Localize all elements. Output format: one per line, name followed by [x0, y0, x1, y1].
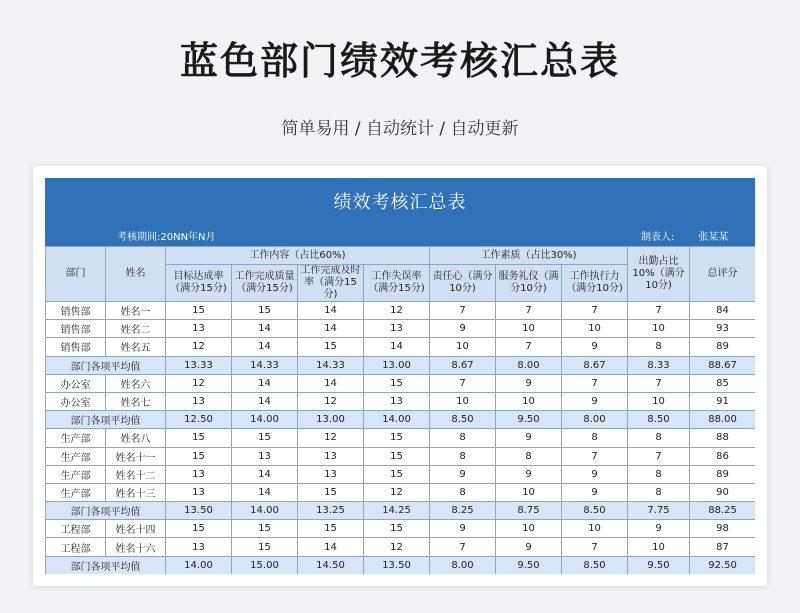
- table-row: [46, 392, 756, 410]
- table-cell: 8: [628, 338, 690, 356]
- table-row: [46, 320, 756, 338]
- table-cell: 88.00: [690, 411, 755, 429]
- table-cell: 7: [430, 302, 496, 320]
- cell-dept: 办公室: [46, 374, 106, 392]
- table-cell: 13.50: [166, 502, 232, 520]
- table-cell: 9: [562, 483, 628, 501]
- table-cell: 13: [166, 483, 232, 501]
- header-col-3: 工作失误率（满分15分): [364, 265, 430, 302]
- cell-dept: 生产部: [46, 465, 106, 483]
- table-row: [46, 538, 756, 556]
- table-cell: 14: [232, 392, 298, 410]
- table-cell: 14.25: [364, 502, 430, 520]
- table-cell: 8.67: [562, 356, 628, 374]
- table-cell: 14: [298, 302, 364, 320]
- table-cell: 8.00: [496, 356, 562, 374]
- table-cell: 12: [298, 429, 364, 447]
- cell-dept: 工程部: [46, 538, 106, 556]
- table-cell: 15: [298, 483, 364, 501]
- table-cell: 91: [690, 392, 755, 410]
- cell-name: 姓名十二: [106, 465, 166, 483]
- table-cell: 88: [690, 429, 755, 447]
- cell-name: 姓名五: [106, 338, 166, 356]
- table-cell: 7: [430, 374, 496, 392]
- cell-dept: 销售部: [46, 302, 106, 320]
- table-cell: 10: [628, 392, 690, 410]
- table-cell: 88.25: [690, 502, 755, 520]
- table-cell: 10: [562, 520, 628, 538]
- page-subtitle: 简单易用 / 自动统计 / 自动更新: [281, 119, 519, 139]
- table-cell: 10: [496, 520, 562, 538]
- table-cell: 15: [166, 447, 232, 465]
- table-cell: 12: [166, 338, 232, 356]
- cell-dept: 销售部: [46, 338, 106, 356]
- table-cell: 14.00: [232, 502, 298, 520]
- table-cell: 88.67: [690, 356, 755, 374]
- table-cell: 12: [364, 302, 430, 320]
- table-cell: 14: [232, 465, 298, 483]
- table-cell: 12.50: [166, 411, 232, 429]
- table-row: [46, 429, 756, 447]
- table-cell: 13.00: [298, 411, 364, 429]
- cell-dept: 生产部: [46, 429, 106, 447]
- header-dept: 部门: [46, 247, 106, 302]
- sheet-banner: [45, 178, 755, 246]
- table-cell: 7: [562, 538, 628, 556]
- table-cell: 7: [628, 447, 690, 465]
- table-cell: 8.50: [562, 502, 628, 520]
- table-cell: 7: [628, 302, 690, 320]
- spreadsheet: [45, 178, 755, 574]
- table-cell: 9: [496, 429, 562, 447]
- table-cell: 8: [430, 483, 496, 501]
- table-cell: 9: [496, 538, 562, 556]
- table-cell: 10: [496, 483, 562, 501]
- table-cell: 15.00: [232, 556, 298, 574]
- average-label: 部门各项平均值: [46, 411, 166, 429]
- table-cell: 14: [232, 483, 298, 501]
- table-cell: 13: [166, 320, 232, 338]
- table-cell: 9: [496, 374, 562, 392]
- table-cell: 12: [298, 392, 364, 410]
- table-cell: 8: [430, 429, 496, 447]
- table-cell: 15: [232, 429, 298, 447]
- table-cell: 87: [690, 538, 755, 556]
- table-cell: 14.00: [364, 411, 430, 429]
- maker-label: 制表人:: [641, 232, 675, 243]
- period-info: [117, 228, 216, 243]
- maker-info: [641, 228, 728, 243]
- table-cell: 15: [166, 302, 232, 320]
- table-cell: 15: [232, 520, 298, 538]
- table-cell: 9.50: [628, 556, 690, 574]
- table-cell: 15: [364, 374, 430, 392]
- header-group-quality: 工作素质（占比30%): [430, 247, 628, 265]
- table-cell: 85: [690, 374, 755, 392]
- table-cell: 10: [430, 338, 496, 356]
- table-cell: 98: [690, 520, 755, 538]
- table-row: [46, 465, 756, 483]
- table-cell: 9: [430, 520, 496, 538]
- table-cell: 13: [364, 392, 430, 410]
- maker-value: 张某某: [698, 232, 729, 243]
- table-cell: 7: [496, 302, 562, 320]
- table-row: [46, 447, 756, 465]
- table-cell: 10: [496, 320, 562, 338]
- table-cell: 12: [166, 374, 232, 392]
- table-cell: 9: [496, 465, 562, 483]
- table-cell: 10: [628, 320, 690, 338]
- table-header: [46, 247, 756, 302]
- table-cell: 92.50: [690, 556, 755, 574]
- header-name: 姓名: [106, 247, 166, 302]
- cell-dept: 生产部: [46, 483, 106, 501]
- average-row: [46, 356, 756, 374]
- table-cell: 7: [628, 374, 690, 392]
- table-row: [46, 302, 756, 320]
- table-cell: 10: [628, 538, 690, 556]
- table-cell: 9: [562, 465, 628, 483]
- table-cell: 86: [690, 447, 755, 465]
- table-cell: 8.00: [430, 556, 496, 574]
- cell-name: 姓名十四: [106, 520, 166, 538]
- table-cell: 9: [628, 520, 690, 538]
- period-value: 20NN年N月: [160, 232, 216, 243]
- table-cell: 9: [430, 320, 496, 338]
- table-cell: 14: [298, 374, 364, 392]
- cell-name: 姓名十三: [106, 483, 166, 501]
- table-cell: 10: [562, 320, 628, 338]
- table-cell: 14.50: [298, 556, 364, 574]
- table-cell: 9.50: [496, 411, 562, 429]
- table-cell: 15: [166, 520, 232, 538]
- table-cell: 89: [690, 338, 755, 356]
- average-label: 部门各项平均值: [46, 502, 166, 520]
- table-cell: 13: [298, 447, 364, 465]
- header-group-work: 工作内容（占比60%): [166, 247, 430, 265]
- table-cell: 14: [298, 538, 364, 556]
- table-row: [46, 520, 756, 538]
- table-row: [46, 338, 756, 356]
- table-cell: 84: [690, 302, 755, 320]
- table-cell: 9: [430, 465, 496, 483]
- table-cell: 15: [364, 429, 430, 447]
- sheet-title: 绩效考核汇总表: [333, 192, 467, 213]
- average-row: [46, 502, 756, 520]
- table-cell: 13.50: [364, 556, 430, 574]
- table-cell: 8.50: [430, 411, 496, 429]
- table-cell: 93: [690, 320, 755, 338]
- table-cell: 7: [562, 374, 628, 392]
- average-label: 部门各项平均值: [46, 356, 166, 374]
- table-cell: 13.25: [298, 502, 364, 520]
- table-cell: 10: [430, 392, 496, 410]
- table-cell: 14: [232, 374, 298, 392]
- cell-dept: 销售部: [46, 320, 106, 338]
- table-cell: 15: [166, 429, 232, 447]
- table-cell: 89: [690, 465, 755, 483]
- table-cell: 8.50: [628, 411, 690, 429]
- cell-name: 姓名七: [106, 392, 166, 410]
- cell-name: 姓名二: [106, 320, 166, 338]
- table-cell: 8: [628, 429, 690, 447]
- table-cell: 13: [298, 465, 364, 483]
- table-cell: 14.00: [232, 411, 298, 429]
- table-cell: 13: [166, 538, 232, 556]
- table-cell: 9: [562, 392, 628, 410]
- cell-name: 姓名六: [106, 374, 166, 392]
- average-row: [46, 411, 756, 429]
- table-cell: 8.50: [562, 556, 628, 574]
- header-col-1: 工作完成质量（满分15分): [232, 265, 298, 302]
- performance-table: [45, 246, 755, 574]
- table-cell: 90: [690, 483, 755, 501]
- header-col-6: 工作执行力（满分10分): [562, 265, 628, 302]
- table-cell: 9: [562, 338, 628, 356]
- table-cell: 7: [562, 302, 628, 320]
- table-cell: 7.75: [628, 502, 690, 520]
- period-label: 考核期间:: [117, 232, 161, 243]
- table-cell: 8.00: [562, 411, 628, 429]
- table-row: [46, 374, 756, 392]
- table-cell: 14.33: [298, 356, 364, 374]
- table-cell: 12: [364, 538, 430, 556]
- header-col-2: 工作完成及时率（满分15分): [298, 265, 364, 302]
- header-attendance: 出勤占比10%（满分10分): [628, 247, 690, 302]
- table-cell: 14.33: [232, 356, 298, 374]
- table-cell: 14: [232, 320, 298, 338]
- cell-dept: 办公室: [46, 392, 106, 410]
- table-cell: 15: [364, 447, 430, 465]
- table-row: [46, 483, 756, 501]
- header-total: 总评分: [690, 247, 755, 302]
- cell-name: 姓名一: [106, 302, 166, 320]
- table-cell: 8: [496, 447, 562, 465]
- table-cell: 8.33: [628, 356, 690, 374]
- table-cell: 8: [562, 429, 628, 447]
- table-cell: 12: [364, 483, 430, 501]
- header-col-5: 服务礼仪（满分10分): [496, 265, 562, 302]
- cell-name: 姓名十一: [106, 447, 166, 465]
- cell-name: 姓名十六: [106, 538, 166, 556]
- cell-name: 姓名八: [106, 429, 166, 447]
- table-cell: 15: [364, 465, 430, 483]
- table-cell: 8: [430, 447, 496, 465]
- table-body: [46, 302, 756, 575]
- table-cell: 10: [496, 392, 562, 410]
- table-cell: 15: [232, 302, 298, 320]
- table-cell: 8.67: [430, 356, 496, 374]
- table-cell: 14: [232, 338, 298, 356]
- page-title: 蓝色部门绩效考核汇总表: [179, 39, 620, 83]
- cell-dept: 生产部: [46, 447, 106, 465]
- header-col-4: 责任心（满分10分): [430, 265, 496, 302]
- table-cell: 15: [232, 538, 298, 556]
- table-cell: 7: [562, 447, 628, 465]
- table-cell: 8.75: [496, 502, 562, 520]
- table-cell: 14.00: [166, 556, 232, 574]
- cell-dept: 工程部: [46, 520, 106, 538]
- table-cell: 7: [430, 538, 496, 556]
- table-cell: 9.50: [496, 556, 562, 574]
- table-cell: 14: [364, 338, 430, 356]
- table-cell: 13.33: [166, 356, 232, 374]
- average-row: [46, 556, 756, 574]
- table-cell: 13: [232, 447, 298, 465]
- document-card: [33, 166, 767, 586]
- table-cell: 8: [628, 465, 690, 483]
- table-cell: 13: [166, 465, 232, 483]
- header-col-0: 目标达成率（满分15分): [166, 265, 232, 302]
- average-label: 部门各项平均值: [46, 556, 166, 574]
- table-cell: 8.25: [430, 502, 496, 520]
- table-cell: 15: [298, 520, 364, 538]
- table-cell: 13.00: [364, 356, 430, 374]
- table-cell: 13: [364, 320, 430, 338]
- table-cell: 13: [166, 392, 232, 410]
- table-cell: 15: [364, 520, 430, 538]
- table-cell: 14: [298, 320, 364, 338]
- table-cell: 15: [298, 338, 364, 356]
- table-cell: 7: [496, 338, 562, 356]
- table-cell: 8: [628, 483, 690, 501]
